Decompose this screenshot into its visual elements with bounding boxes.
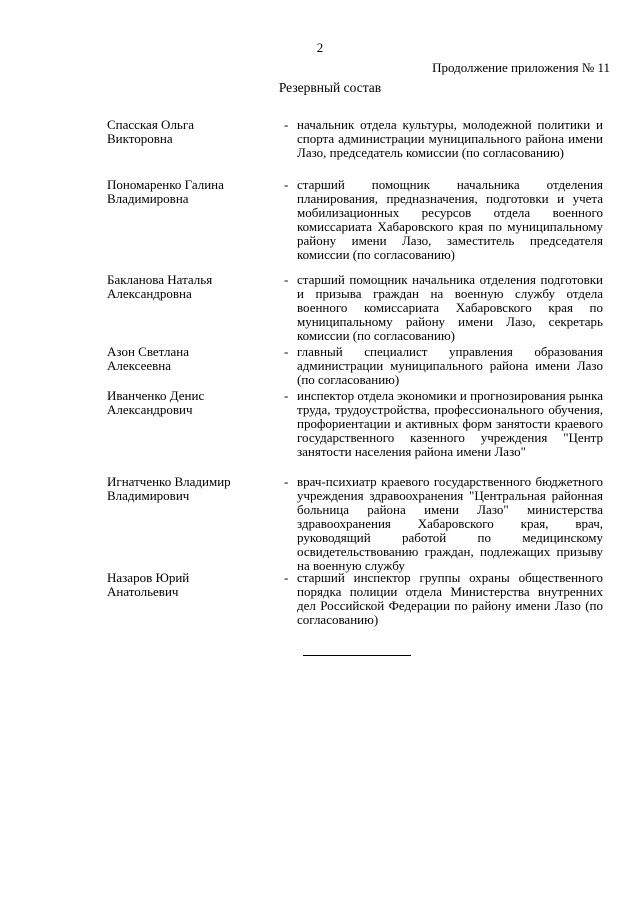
member-description: врач-психиатр краевого государственного бюджетного учреждения здравоохранения "Центральная районная больница района имени Лазо" министерства здравоохранения Хабаровского края, врач, руководящий работой по медицинскому освидетельствованию граждан, подлежащих призыву на военную службу [297, 474, 603, 573]
member-surname-first: Назаров Юрий [107, 570, 190, 585]
member-description: старший помощник начальника отделения подготовки и призыва граждан на военную службу отдела военного комиссариата Хабаровского края по муниципальному району имени Лазо, секретарь комиссии (по согласованию) [297, 272, 603, 343]
entry-dash: - [284, 117, 289, 132]
member-patronymic: Алексеевна [107, 358, 171, 373]
member-surname-first: Азон Светлана [107, 344, 189, 359]
entry-dash: - [284, 388, 289, 403]
member-name [107, 178, 277, 206]
entry-dash: - [284, 474, 289, 489]
member-description: главный специалист управления образования администрации муниципального района имени Лазо (по согласованию) [297, 344, 603, 387]
member-patronymic: Владимировна [107, 191, 189, 206]
member-description: инспектор отдела экономики и прогнозирования рынка труда, трудоустройства, профессионального обучения, профориентации и активных форм занятости краевого государственного казенного учреждения "Центр занятости населения района имени Лазо" [297, 388, 603, 459]
member-name [107, 389, 277, 417]
closing-rule [303, 655, 411, 656]
member-name [107, 571, 277, 599]
member-surname-first: Спасская Ольга [107, 117, 194, 132]
member-name [107, 118, 277, 146]
entry-dash: - [284, 570, 289, 585]
member-patronymic: Владимирович [107, 488, 190, 503]
member-patronymic: Викторовна [107, 131, 173, 146]
member-description: начальник отдела культуры, молодежной политики и спорта администрации муниципального района имени Лазо, председатель комиссии (по согласованию) [297, 117, 603, 160]
member-name [107, 475, 277, 503]
member-surname-first: Бакланова Наталья [107, 272, 213, 287]
continuation-note: Продолжение приложения № 11 [432, 60, 610, 75]
entry-dash: - [284, 344, 289, 359]
member-description: старший помощник начальника отделения планирования, предназначения, подготовки и учета мобилизационных ресурсов отдела военного комиссариата Хабаровского края по муниципальному району имени Лазо, заместитель председателя комиссии (по согласованию) [297, 177, 603, 262]
member-description: старший инспектор группы охраны общественного порядка полиции отдела Министерства внутренних дел Российской Федерации по району имени Лазо (по согласованию) [297, 570, 603, 627]
page-number: 2 [316, 40, 324, 55]
member-surname-first: Иванченко Денис [107, 388, 205, 403]
member-name [107, 345, 277, 373]
section-title: Резервный состав [278, 80, 382, 95]
member-surname-first: Пономаренко Галина [107, 177, 224, 192]
member-surname-first: Игнатченко Владимир [107, 474, 231, 489]
entry-dash: - [284, 177, 289, 192]
member-patronymic: Анатольевич [107, 584, 179, 599]
member-name [107, 273, 277, 301]
entry-dash: - [284, 272, 289, 287]
member-patronymic: Александровна [107, 286, 192, 301]
member-patronymic: Александрович [107, 402, 193, 417]
